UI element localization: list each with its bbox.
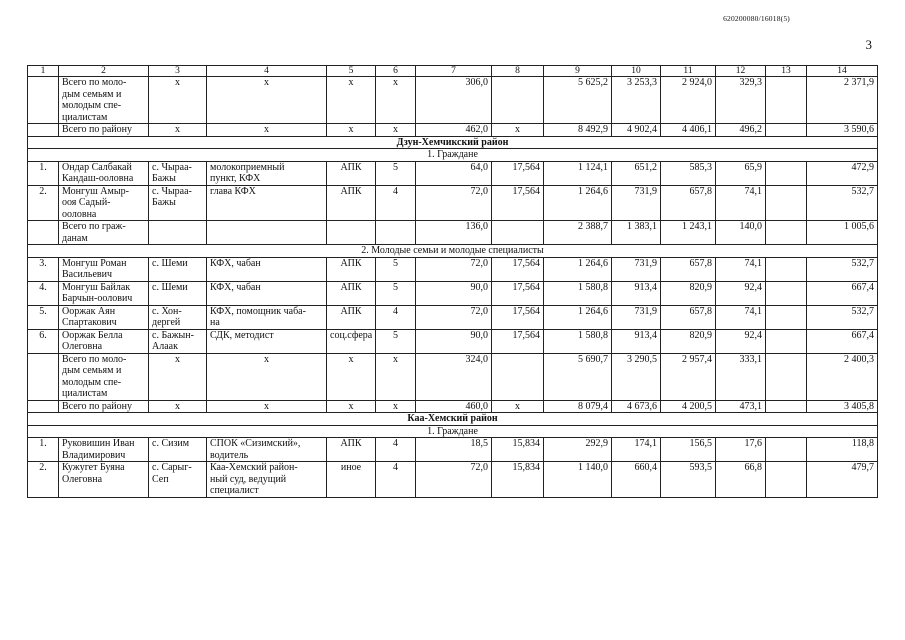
table-cell: 3 290,5: [612, 353, 661, 400]
table-cell: 1 264,6: [544, 185, 612, 221]
data-table: [27, 65, 878, 498]
column-number: 6: [376, 66, 416, 77]
table-cell: 2 924,0: [661, 77, 716, 124]
table-cell: 333,1: [716, 353, 766, 400]
table-row: [28, 438, 878, 462]
table-cell: х: [207, 77, 327, 124]
column-number: 12: [716, 66, 766, 77]
table-cell: Всего по району: [59, 400, 149, 413]
table-cell: 5: [376, 161, 416, 185]
table-cell: 2.: [28, 462, 59, 498]
table-cell: [149, 221, 207, 245]
table-cell: 17,564: [492, 281, 544, 305]
table-cell: 5 690,7: [544, 353, 612, 400]
table-cell: КФХ, чабан: [207, 281, 327, 305]
column-number: 11: [661, 66, 716, 77]
table-cell: 460,0: [416, 400, 492, 413]
table-cell: 1.: [28, 161, 59, 185]
table-cell: 657,8: [661, 305, 716, 329]
column-number: 1: [28, 66, 59, 77]
table-cell: 2 371,9: [807, 77, 878, 124]
table-cell: 5: [376, 257, 416, 281]
table-cell: соц.сфера: [327, 329, 376, 353]
document-id: 620200080/16018(5): [723, 14, 790, 23]
table-row: [28, 305, 878, 329]
table-cell: 17,564: [492, 305, 544, 329]
table-cell: 72,0: [416, 185, 492, 221]
table-cell: 820,9: [661, 281, 716, 305]
table-cell: 667,4: [807, 329, 878, 353]
table-row: [28, 221, 878, 245]
table-cell: 306,0: [416, 77, 492, 124]
section-row: [28, 149, 878, 162]
table-cell: 174,1: [612, 438, 661, 462]
table-cell: 1 005,6: [807, 221, 878, 245]
table-cell: х: [207, 124, 327, 137]
table-cell: х: [207, 353, 327, 400]
district-row: [28, 136, 878, 149]
table-cell: Кужугет Буяна Олеговна: [59, 462, 149, 498]
table-cell: 473,1: [716, 400, 766, 413]
table-cell: 479,7: [807, 462, 878, 498]
table-cell: х: [492, 124, 544, 137]
table-cell: 17,564: [492, 161, 544, 185]
table-cell: х: [376, 400, 416, 413]
table-row: [28, 185, 878, 221]
table-cell: 5.: [28, 305, 59, 329]
table-cell: 156,5: [661, 438, 716, 462]
section-row: [28, 425, 878, 438]
table-cell: х: [327, 353, 376, 400]
table-cell: 532,7: [807, 185, 878, 221]
table-cell: [28, 77, 59, 124]
table-cell: [28, 124, 59, 137]
table-cell: 731,9: [612, 185, 661, 221]
table-cell: 1 580,8: [544, 281, 612, 305]
table-cell: 913,4: [612, 329, 661, 353]
column-number: 3: [149, 66, 207, 77]
table-cell: [492, 353, 544, 400]
table-cell: 4 406,1: [661, 124, 716, 137]
table-cell: с. Чыраа- Бажы: [149, 161, 207, 185]
table-cell: 72,0: [416, 462, 492, 498]
table-cell: 657,8: [661, 185, 716, 221]
table-row: [28, 257, 878, 281]
table-cell: 651,2: [612, 161, 661, 185]
table-cell: х: [149, 124, 207, 137]
table-cell: 92,4: [716, 329, 766, 353]
table-cell: 2 400,3: [807, 353, 878, 400]
column-number: 13: [766, 66, 807, 77]
table-cell: 4.: [28, 281, 59, 305]
table-cell: 3.: [28, 257, 59, 281]
table-cell: АПК: [327, 257, 376, 281]
table-cell: 4: [376, 305, 416, 329]
table-cell: х: [207, 400, 327, 413]
table-cell: 731,9: [612, 257, 661, 281]
table-cell: [766, 353, 807, 400]
table-cell: 4 673,6: [612, 400, 661, 413]
table-cell: иное: [327, 462, 376, 498]
table-cell: 462,0: [416, 124, 492, 137]
table-cell: 593,5: [661, 462, 716, 498]
table-cell: 1 140,0: [544, 462, 612, 498]
table-cell: 5: [376, 281, 416, 305]
column-number: 8: [492, 66, 544, 77]
table-cell: 1 264,6: [544, 305, 612, 329]
column-number: 9: [544, 66, 612, 77]
table-cell: 64,0: [416, 161, 492, 185]
table-cell: СДК, методист: [207, 329, 327, 353]
table-cell: с. Шеми: [149, 257, 207, 281]
table-cell: 17,6: [716, 438, 766, 462]
table-cell: 8 492,9: [544, 124, 612, 137]
column-number: 2: [59, 66, 149, 77]
table-cell: 72,0: [416, 257, 492, 281]
table-cell: 913,4: [612, 281, 661, 305]
section-row: [28, 245, 878, 258]
table-cell: [766, 462, 807, 498]
table-cell: 3 405,8: [807, 400, 878, 413]
table-cell: Всего по моло- дым семьям и молодым спе- циалистам: [59, 77, 149, 124]
page-number: 3: [865, 37, 872, 52]
table-cell: 4 902,4: [612, 124, 661, 137]
table-cell: [28, 400, 59, 413]
table-cell: [207, 221, 327, 245]
table-cell: [766, 221, 807, 245]
table-cell: АПК: [327, 161, 376, 185]
table-cell: с. Чыраа- Бажы: [149, 185, 207, 221]
table-cell: 1 243,1: [661, 221, 716, 245]
table-cell: Ооржак Аян Спартакович: [59, 305, 149, 329]
table-cell: 3 253,3: [612, 77, 661, 124]
table-cell: 2.: [28, 185, 59, 221]
table-cell: х: [327, 400, 376, 413]
table-cell: Монгуш Роман Васильевич: [59, 257, 149, 281]
table-cell: 65,9: [716, 161, 766, 185]
table-cell: 15,834: [492, 438, 544, 462]
column-number: 4: [207, 66, 327, 77]
table-cell: 496,2: [716, 124, 766, 137]
table-cell: 5: [376, 329, 416, 353]
table-cell: х: [149, 77, 207, 124]
table-cell: глава КФХ: [207, 185, 327, 221]
table-cell: [28, 221, 59, 245]
table-row: [28, 353, 878, 400]
table-cell: с. Шеми: [149, 281, 207, 305]
table-cell: [376, 221, 416, 245]
table-cell: 585,3: [661, 161, 716, 185]
table-cell: 657,8: [661, 257, 716, 281]
table-cell: 66,8: [716, 462, 766, 498]
table-row: [28, 400, 878, 413]
table-cell: 4: [376, 462, 416, 498]
table-cell: КФХ, чабан: [207, 257, 327, 281]
table-cell: 820,9: [661, 329, 716, 353]
table-cell: 90,0: [416, 281, 492, 305]
table-cell: [492, 77, 544, 124]
table-cell: 1.: [28, 438, 59, 462]
table-cell: [766, 438, 807, 462]
district-row: [28, 413, 878, 426]
table-cell: 1 580,8: [544, 329, 612, 353]
table-cell: Монгуш Амыр- ооя Садый- ооловна: [59, 185, 149, 221]
table-cell: 74,1: [716, 305, 766, 329]
table-cell: [28, 353, 59, 400]
table-cell: [766, 77, 807, 124]
table-cell: Всего по граж- данам: [59, 221, 149, 245]
table-cell: 5 625,2: [544, 77, 612, 124]
table-cell: х: [492, 400, 544, 413]
table-cell: [766, 185, 807, 221]
table-cell: [766, 161, 807, 185]
table-cell: 118,8: [807, 438, 878, 462]
table-cell: 1 383,1: [612, 221, 661, 245]
table-cell: 4: [376, 185, 416, 221]
table-cell: 472,9: [807, 161, 878, 185]
section-title: 1. Граждане: [28, 425, 878, 438]
table-cell: 92,4: [716, 281, 766, 305]
table-cell: Руковишин Иван Владимирович: [59, 438, 149, 462]
table-cell: Каа-Хемский район- ный суд, ведущий специалист: [207, 462, 327, 498]
table-cell: Ооржак Белла Олеговна: [59, 329, 149, 353]
column-number: 7: [416, 66, 492, 77]
table-row: [28, 281, 878, 305]
table-cell: 324,0: [416, 353, 492, 400]
table-cell: КФХ, помощник чаба- на: [207, 305, 327, 329]
table-cell: 17,564: [492, 185, 544, 221]
table-cell: 532,7: [807, 305, 878, 329]
table-cell: Монгуш Байлак Барчын-оолович: [59, 281, 149, 305]
table-cell: Ондар Салбакай Кандаш-ооловна: [59, 161, 149, 185]
table-cell: х: [327, 124, 376, 137]
table-row: [28, 462, 878, 498]
table-row: [28, 77, 878, 124]
table-cell: 18,5: [416, 438, 492, 462]
table-cell: 660,4: [612, 462, 661, 498]
table-cell: х: [376, 77, 416, 124]
table-cell: 140,0: [716, 221, 766, 245]
table-cell: 292,9: [544, 438, 612, 462]
table-cell: 17,564: [492, 257, 544, 281]
table-cell: 15,834: [492, 462, 544, 498]
table-cell: 3 590,6: [807, 124, 878, 137]
table-cell: 2 957,4: [661, 353, 716, 400]
table-cell: Всего по моло- дым семьям и молодым спе- циалистам: [59, 353, 149, 400]
table-cell: 2 388,7: [544, 221, 612, 245]
table-cell: 1 124,1: [544, 161, 612, 185]
table-cell: [766, 257, 807, 281]
table-cell: молокоприемный пункт, КФХ: [207, 161, 327, 185]
table-cell: х: [376, 353, 416, 400]
table-cell: Всего по району: [59, 124, 149, 137]
section-title: 1. Граждане: [28, 149, 878, 162]
table-cell: х: [149, 400, 207, 413]
table-row: [28, 161, 878, 185]
table-cell: 74,1: [716, 257, 766, 281]
table-cell: с. Сарыг- Сеп: [149, 462, 207, 498]
table-cell: 72,0: [416, 305, 492, 329]
column-number-row: [28, 66, 878, 77]
table-cell: 329,3: [716, 77, 766, 124]
table-cell: с. Хон- дергей: [149, 305, 207, 329]
table-cell: 667,4: [807, 281, 878, 305]
table-cell: АПК: [327, 438, 376, 462]
table-cell: х: [327, 77, 376, 124]
table-cell: с. Сизим: [149, 438, 207, 462]
table-row: [28, 124, 878, 137]
table-cell: 136,0: [416, 221, 492, 245]
table-cell: 6.: [28, 329, 59, 353]
column-number: 5: [327, 66, 376, 77]
column-number: 10: [612, 66, 661, 77]
table-cell: с. Бажын- Алаак: [149, 329, 207, 353]
table-cell: [492, 221, 544, 245]
table-cell: х: [149, 353, 207, 400]
table-cell: [766, 329, 807, 353]
table-cell: [766, 281, 807, 305]
table-cell: АПК: [327, 305, 376, 329]
table-cell: 90,0: [416, 329, 492, 353]
table-cell: 1 264,6: [544, 257, 612, 281]
table-row: [28, 329, 878, 353]
table-cell: 8 079,4: [544, 400, 612, 413]
table-cell: АПК: [327, 281, 376, 305]
table-cell: 74,1: [716, 185, 766, 221]
table-cell: 4 200,5: [661, 400, 716, 413]
table-cell: [327, 221, 376, 245]
table-cell: х: [376, 124, 416, 137]
column-number: 14: [807, 66, 878, 77]
district-title: Каа-Хемский район: [28, 413, 878, 426]
table-cell: 532,7: [807, 257, 878, 281]
table-cell: 17,564: [492, 329, 544, 353]
table-cell: [766, 124, 807, 137]
table-cell: [766, 400, 807, 413]
table-cell: СПОК «Сизимский», водитель: [207, 438, 327, 462]
table-cell: [766, 305, 807, 329]
section-title: 2. Молодые семьи и молодые специалисты: [28, 245, 878, 258]
district-title: Дзун-Хемчикский район: [28, 136, 878, 149]
table-cell: 731,9: [612, 305, 661, 329]
table-cell: АПК: [327, 185, 376, 221]
table-cell: 4: [376, 438, 416, 462]
